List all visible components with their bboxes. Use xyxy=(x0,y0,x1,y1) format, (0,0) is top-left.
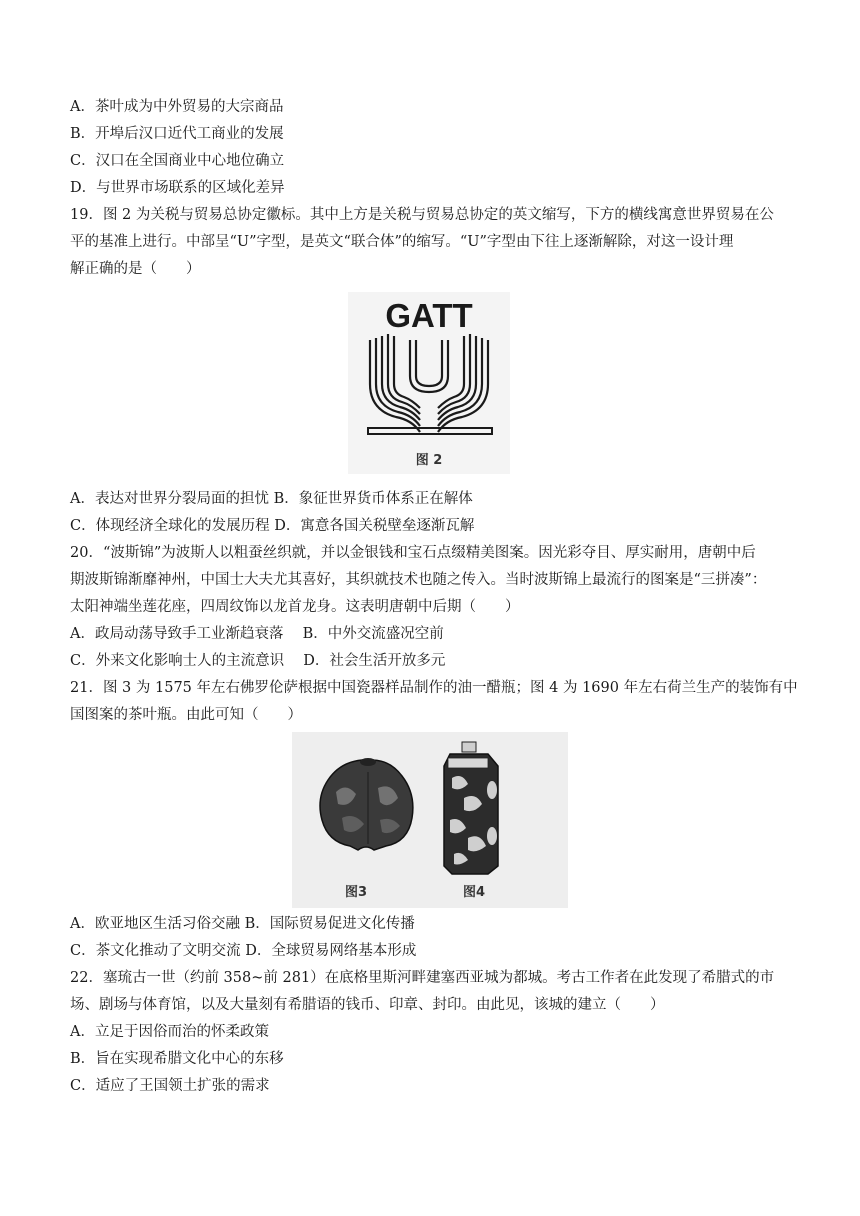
gatt-logo-text: GATT xyxy=(385,297,473,334)
q20-options-line-2: C．外来文化影响士人的主流意识 D．社会生活开放多元 xyxy=(70,653,446,669)
q19-options-line-1: A．表达对世界分裂局面的担忧 B．象征世界货币体系正在解体 xyxy=(70,491,473,507)
figure-3-caption: 图3 xyxy=(344,885,368,900)
q18-option-c: C．汉口在全国商业中心地位确立 xyxy=(70,153,285,169)
gatt-u-shape-icon xyxy=(370,334,488,432)
q21-stem-line-2: 国图案的茶叶瓶。由此可知（ ） xyxy=(70,707,302,723)
q22-option-c: C．适应了王国领土扩张的需求 xyxy=(70,1078,270,1094)
tea-caddy-bottle-icon xyxy=(444,742,498,874)
q22-stem-line-1: 22．塞琉古一世（约前 358~前 281）在底格里斯河畔建塞西亚城为都城。考古工作者在此发现了希腊式的市 xyxy=(70,970,775,986)
q21-options-line-1: A．欧亚地区生活习俗交融 B．国际贸易促进文化传播 xyxy=(70,916,415,932)
q22-option-a: A．立足于因俗而治的怀柔政策 xyxy=(70,1024,269,1040)
figure-2-gatt-logo xyxy=(348,292,510,474)
q19-options-line-2: C．体现经济全球化的发展历程 D．寓意各国关税壁垒逐渐瓦解 xyxy=(70,518,475,534)
gatt-base-line xyxy=(368,428,492,434)
q20-stem-line-1: 20．“波斯锦”为波斯人以粗蚕丝织就，并以金银钱和宝石点缀精美图案。因光彩夺目、厚实耐用，唐朝中后 xyxy=(70,545,756,561)
q19-stem-line-3: 解正确的是（ ） xyxy=(70,261,201,277)
q21-stem-line-1: 21．图 3 为 1575 年左右佛罗伦萨根据中国瓷器样品制作的油一醋瓶；图 4 为 1690 年左右荷兰生产的装饰有中 xyxy=(70,680,798,696)
q21-options-line-2: C．茶文化推动了文明交流 D．全球贸易网络基本形成 xyxy=(70,943,417,959)
q19-stem-line-1: 19．图 2 为关税与贸易总协定徽标。其中上方是关税与贸易总协定的英文缩写，下方的横线寓意世界贸易在公 xyxy=(70,207,774,223)
oil-vinegar-bottle-icon xyxy=(320,758,413,850)
q22-stem-line-2: 场、剧场与体育馆，以及大量刻有希腊语的钱币、印章、封印。由此见，该城的建立（ ） xyxy=(70,997,665,1013)
figure-4-caption: 图4 xyxy=(462,885,486,900)
q18-option-a: A．茶叶成为中外贸易的大宗商品 xyxy=(70,99,284,115)
q19-stem-line-2: 平的基准上进行。中部呈“U”字型，是英文“联合体”的缩写。“U”字型由下往上逐渐解除，对这一设计理 xyxy=(70,234,734,250)
q18-option-b: B．开埠后汉口近代工商业的发展 xyxy=(70,126,284,142)
figure-2-caption: 图 2 xyxy=(415,453,443,468)
q20-options-line-1: A．政局动荡导致手工业渐趋衰落 B．中外交流盛况空前 xyxy=(70,626,444,642)
figure-3-4-vessels xyxy=(292,732,568,908)
q20-stem-line-3: 太阳神端坐莲花座，四周纹饰以龙首龙身。这表明唐朝中后期（ ） xyxy=(70,599,520,615)
q20-stem-line-2: 期波斯锦渐靡神州，中国士大夫尤其喜好，其织就技术也随之传入。当时波斯锦上最流行的图案是“三拼凑”： xyxy=(70,572,767,588)
q18-option-d: D．与世界市场联系的区域化差异 xyxy=(70,180,285,196)
q22-option-b: B．旨在实现希腊文化中心的东移 xyxy=(70,1051,284,1067)
